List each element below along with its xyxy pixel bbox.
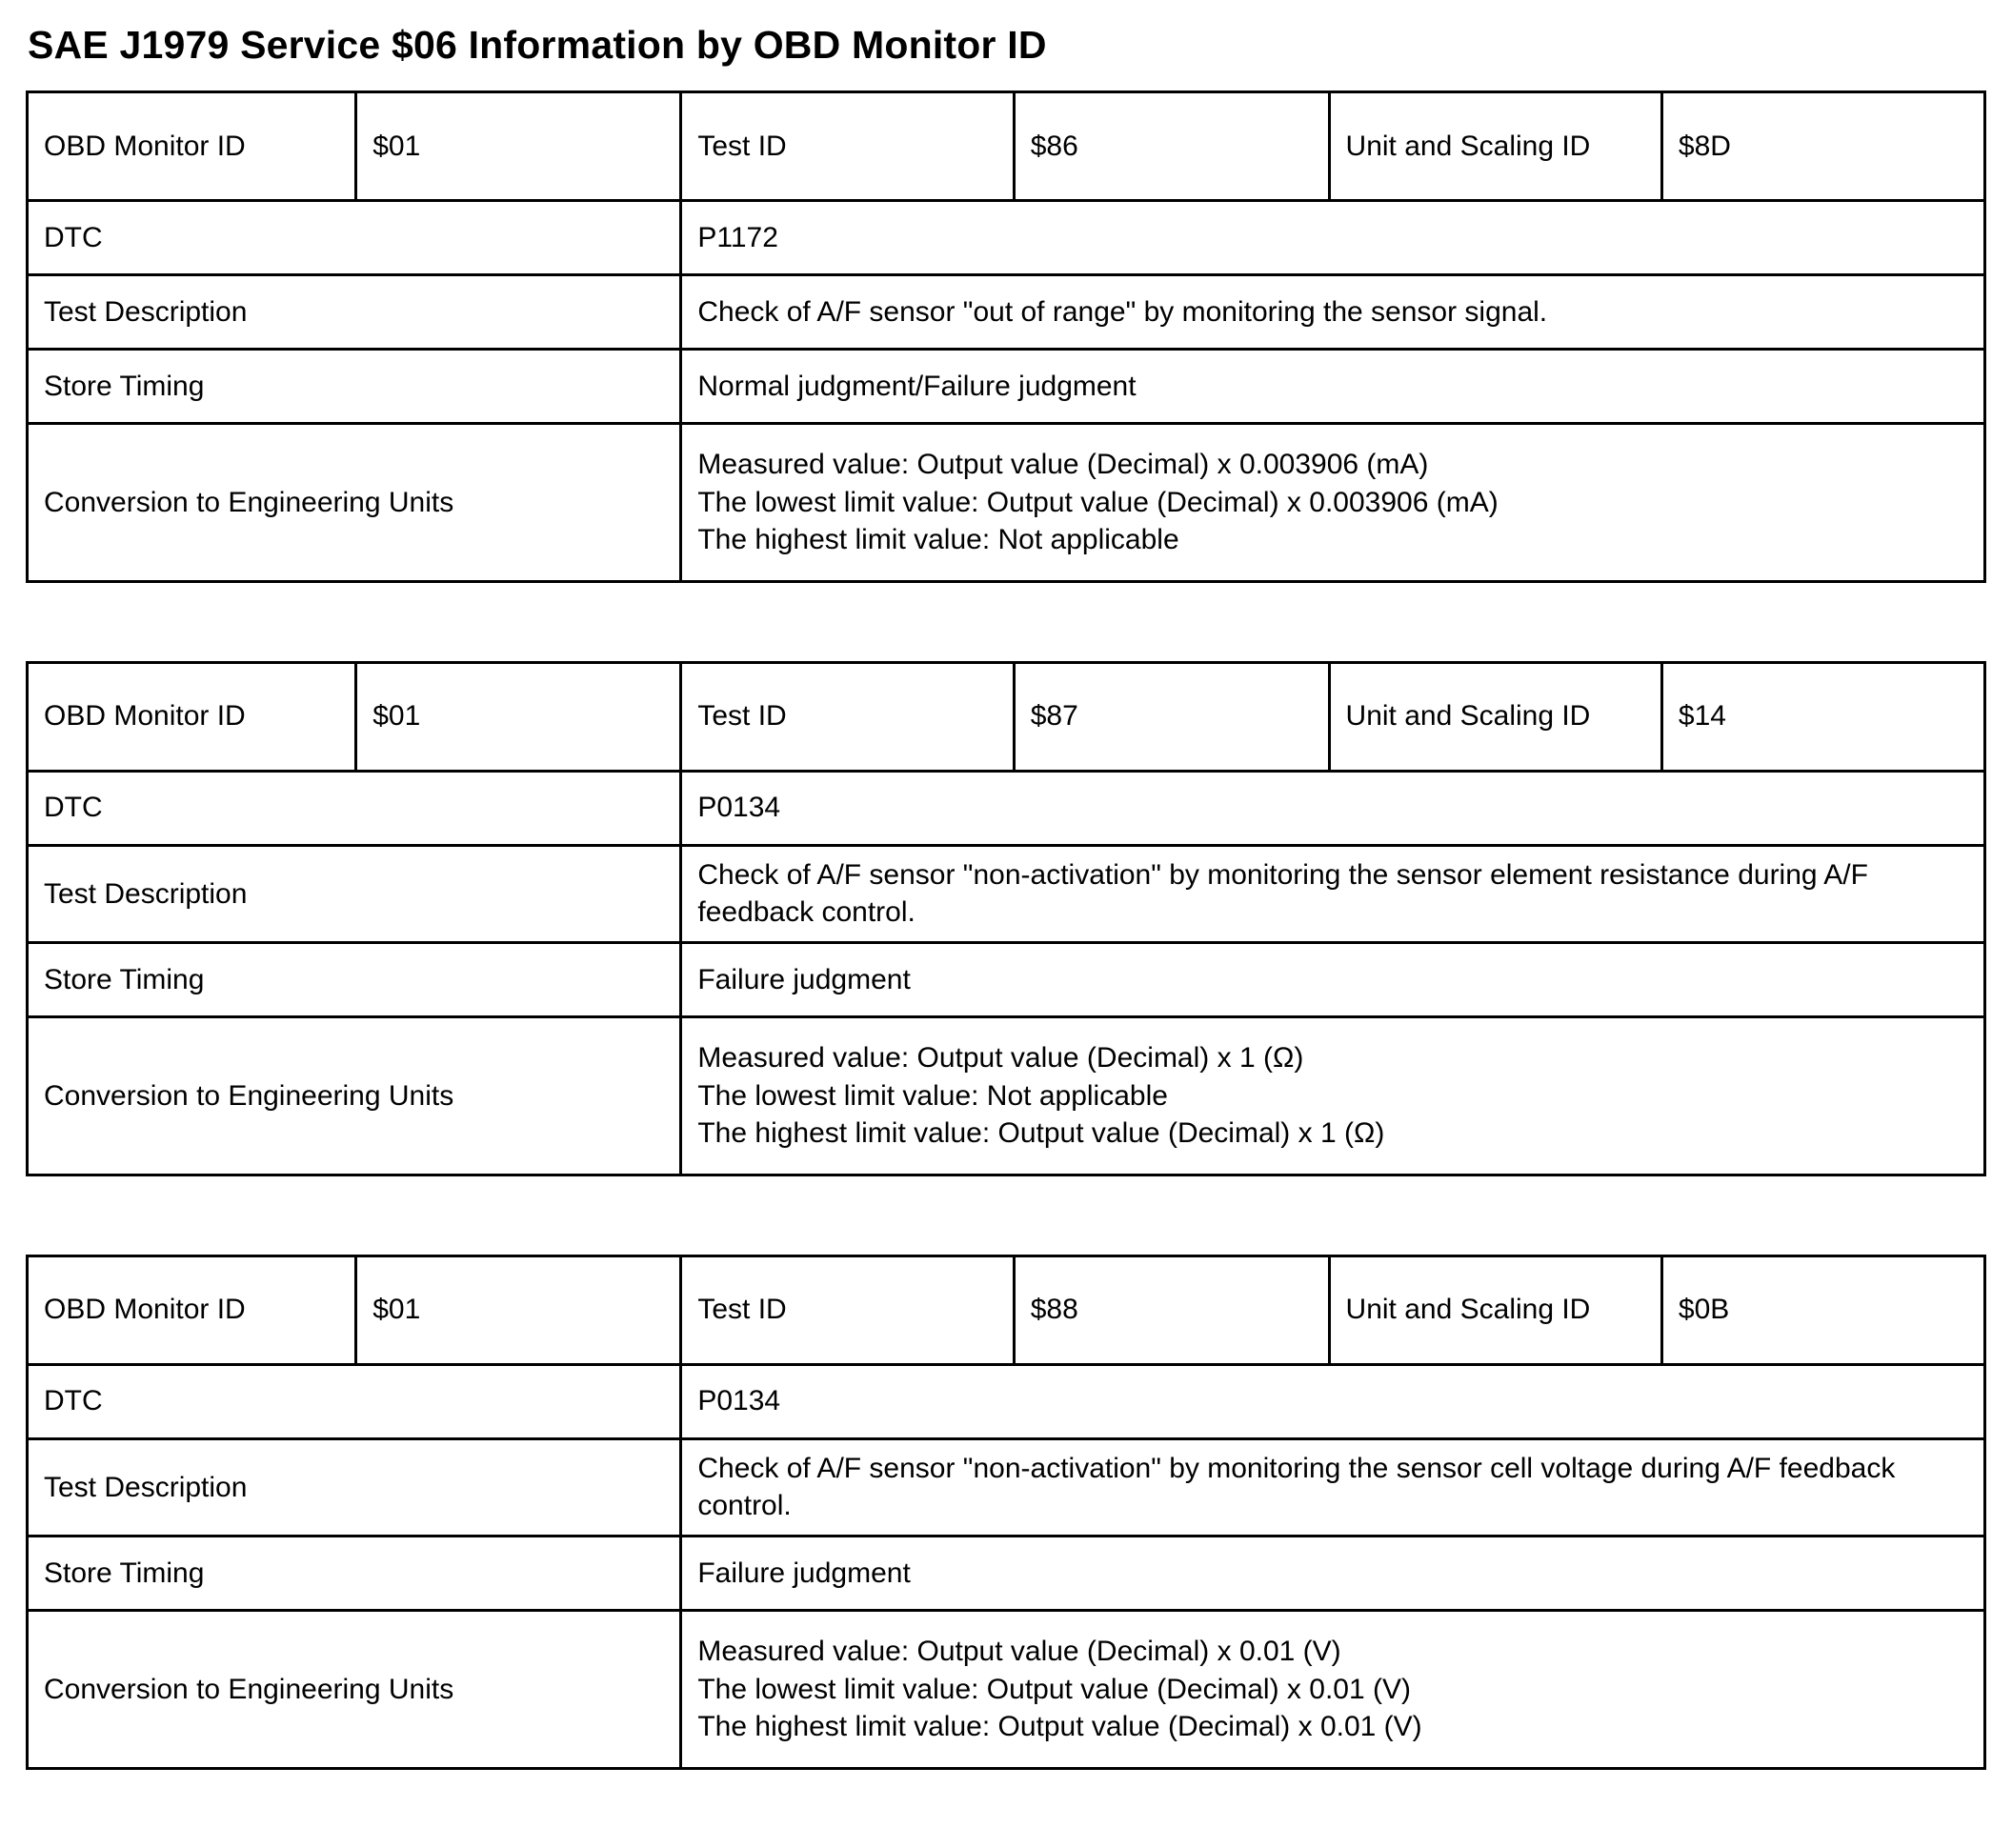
table-row-ids: [28, 662, 1985, 771]
test-description-label: Test Description: [28, 845, 681, 942]
test-id-value: $86: [1014, 92, 1329, 201]
table-row-dtc: [28, 771, 1985, 845]
table-row-ids: [28, 92, 1985, 201]
dtc-value: P0134: [681, 1364, 1985, 1438]
table-row-test-description: [28, 845, 1985, 942]
conversion-line-highest: The highest limit value: Output value (Decimal) x 1 (Ω): [697, 1117, 1385, 1150]
conversion-line-lowest: The lowest limit value: Not applicable: [697, 1079, 1168, 1112]
test-description-value: Check of A/F sensor "out of range" by monitoring the sensor signal.: [681, 275, 1985, 350]
unit-scaling-id-label: Unit and Scaling ID: [1329, 1255, 1661, 1364]
conversion-line-lowest: The lowest limit value: Output value (Decimal) x 0.003906 (mA): [697, 486, 1499, 518]
dtc-label: DTC: [28, 771, 681, 845]
store-timing-value: Failure judgment: [681, 942, 1985, 1016]
unit-scaling-id-label: Unit and Scaling ID: [1329, 92, 1661, 201]
obd-monitor-table-2: [26, 661, 1986, 1176]
dtc-value: P1172: [681, 201, 1985, 275]
store-timing-label: Store Timing: [28, 350, 681, 424]
dtc-value: P0134: [681, 771, 1985, 845]
conversion-value: [681, 424, 1985, 582]
test-description-label: Test Description: [28, 275, 681, 350]
store-timing-label: Store Timing: [28, 1536, 681, 1610]
obd-monitor-table-1: [26, 90, 1986, 583]
test-description-value: Check of A/F sensor "non-activation" by monitoring the sensor cell voltage during A/F feedback control.: [681, 1438, 1985, 1536]
obd-monitor-id-value: $01: [356, 1255, 681, 1364]
test-description-label: Test Description: [28, 1438, 681, 1536]
store-timing-value: Normal judgment/Failure judgment: [681, 350, 1985, 424]
dtc-label: DTC: [28, 201, 681, 275]
obd-monitor-id-value: $01: [356, 662, 681, 771]
obd-monitor-id-label: OBD Monitor ID: [28, 662, 356, 771]
conversion-value: [681, 1016, 1985, 1175]
conversion-value: [681, 1610, 1985, 1768]
conversion-line-measured: Measured value: Output value (Decimal) x 1 (Ω): [697, 1041, 1304, 1074]
unit-scaling-id-value: $0B: [1661, 1255, 1984, 1364]
store-timing-label: Store Timing: [28, 942, 681, 1016]
table-row-conversion: [28, 1610, 1985, 1768]
table-row-ids: [28, 1255, 1985, 1364]
table-row-conversion: [28, 424, 1985, 582]
unit-scaling-id-value: $14: [1661, 662, 1984, 771]
test-description-value: Check of A/F sensor "non-activation" by monitoring the sensor element resistance during A/F feedback control.: [681, 845, 1985, 942]
table-row-test-description: [28, 1438, 1985, 1536]
test-id-label: Test ID: [681, 1255, 1014, 1364]
conversion-label: Conversion to Engineering Units: [28, 424, 681, 582]
table-row-test-description: [28, 275, 1985, 350]
conversion-line-highest: The highest limit value: Not applicable: [697, 524, 1179, 556]
conversion-line-measured: Measured value: Output value (Decimal) x 0.003906 (mA): [697, 449, 1429, 480]
conversion-line-measured: Measured value: Output value (Decimal) x 0.01 (V): [697, 1635, 1341, 1667]
obd-monitor-id-label: OBD Monitor ID: [28, 92, 356, 201]
store-timing-value: Failure judgment: [681, 1536, 1985, 1610]
test-id-value: $87: [1014, 662, 1329, 771]
conversion-label: Conversion to Engineering Units: [28, 1610, 681, 1768]
obd-monitor-table-3: [26, 1255, 1986, 1770]
test-id-label: Test ID: [681, 662, 1014, 771]
unit-scaling-id-value: $8D: [1661, 92, 1984, 201]
page-title: SAE J1979 Service $06 Information by OBD Monitor ID: [28, 23, 1047, 67]
table-row-store-timing: [28, 350, 1985, 424]
conversion-line-highest: The highest limit value: Output value (Decimal) x 0.01 (V): [697, 1711, 1422, 1743]
table-row-store-timing: [28, 1536, 1985, 1610]
dtc-label: DTC: [28, 1364, 681, 1438]
table-row-dtc: [28, 201, 1985, 275]
test-id-value: $88: [1014, 1255, 1329, 1364]
table-row-dtc: [28, 1364, 1985, 1438]
conversion-line-lowest: The lowest limit value: Output value (Decimal) x 0.01 (V): [697, 1673, 1411, 1705]
conversion-label: Conversion to Engineering Units: [28, 1016, 681, 1175]
table-row-conversion: [28, 1016, 1985, 1175]
test-id-label: Test ID: [681, 92, 1014, 201]
unit-scaling-id-label: Unit and Scaling ID: [1329, 662, 1661, 771]
table-row-store-timing: [28, 942, 1985, 1016]
obd-monitor-id-value: $01: [356, 92, 681, 201]
obd-monitor-id-label: OBD Monitor ID: [28, 1255, 356, 1364]
